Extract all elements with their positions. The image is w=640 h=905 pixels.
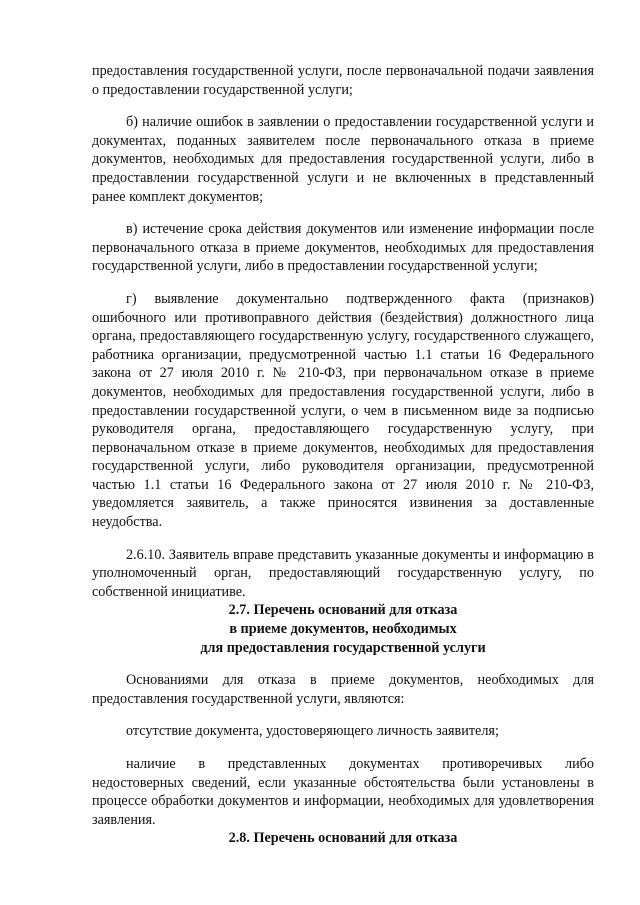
paragraph-item-g: г) выявление документально подтвержденного факта (признаков) ошибочного или противоправного действия (бездействия) должностного лица органа, предоставляющего государственную услугу, государственного служащего, работника организации, предусмотренной частью 1.1 статьи 16 Федерального закона от 27 июля 2010 г. № 210-ФЗ, при первоначальном отказе в приеме документов, необходимых для предоставления государственной услуги, либо в предоставлении государственной услуги, о чем в письменном виде за подписью руководителя органа, предоставляющего государственную услугу, при первоначальном отказе в приеме документов, необходимых для предоставления государственной услуги, либо руководителя организации, предусмотренной частью 1.1 статьи 16 Федерального закона от 27 июля 2010 г. № 210-ФЗ, уведомляется заявитель, а также приносятся извинения за доставленные неудобства. [92, 290, 594, 531]
heading-2-8-line-1: 2.8. Перечень оснований для отказа [228, 830, 458, 847]
section-heading-2-7 [92, 601, 594, 657]
paragraph-ground-no-id: отсутствие документа, удостоверяющего личность заявителя; [126, 723, 499, 740]
paragraph-item-b: б) наличие ошибок в заявлении о предоставлении государственной услуги и документах, поданных заявителем после первоначального отказа в приеме документов, необходимых для предоставления государственной услуги, либо в предоставлении государственной услуги и не включенных в представленный ранее комплект документов; [92, 114, 594, 205]
paragraph-ground-contradictory: наличие в представленных документах противоречивых либо недостоверных сведений, если указанные обстоятельства были установлены в процессе обработки документов и информации, необходимых для удовлетворения заявления. [92, 756, 594, 828]
paragraph-grounds-intro: Основаниями для отказа в приеме документов, необходимых для предоставления государственной услуги, являются: [92, 672, 594, 707]
paragraph-2-6-10: 2.6.10. Заявитель вправе представить указанные документы и информацию в уполномоченный орган, предоставляющий государственную услугу, по собственной инициативе. [92, 546, 594, 600]
section-heading-2-8 [92, 829, 594, 848]
paragraph-continuation: предоставления государственной услуги, после первоначальной подачи заявления о предоставлении государственной услуги; [92, 63, 594, 98]
paragraph-item-v: в) истечение срока действия документов или изменение информации после первоначального отказа в приеме документов, необходимых для предоставления государственной услуги, либо в предоставлении государственной услуги; [92, 221, 594, 275]
heading-2-7-line-3: для предоставления государственной услуги [200, 639, 486, 656]
heading-2-7-line-2: в приеме документов, необходимых [229, 621, 457, 638]
heading-2-7-line-1: 2.7. Перечень оснований для отказа [228, 602, 458, 619]
